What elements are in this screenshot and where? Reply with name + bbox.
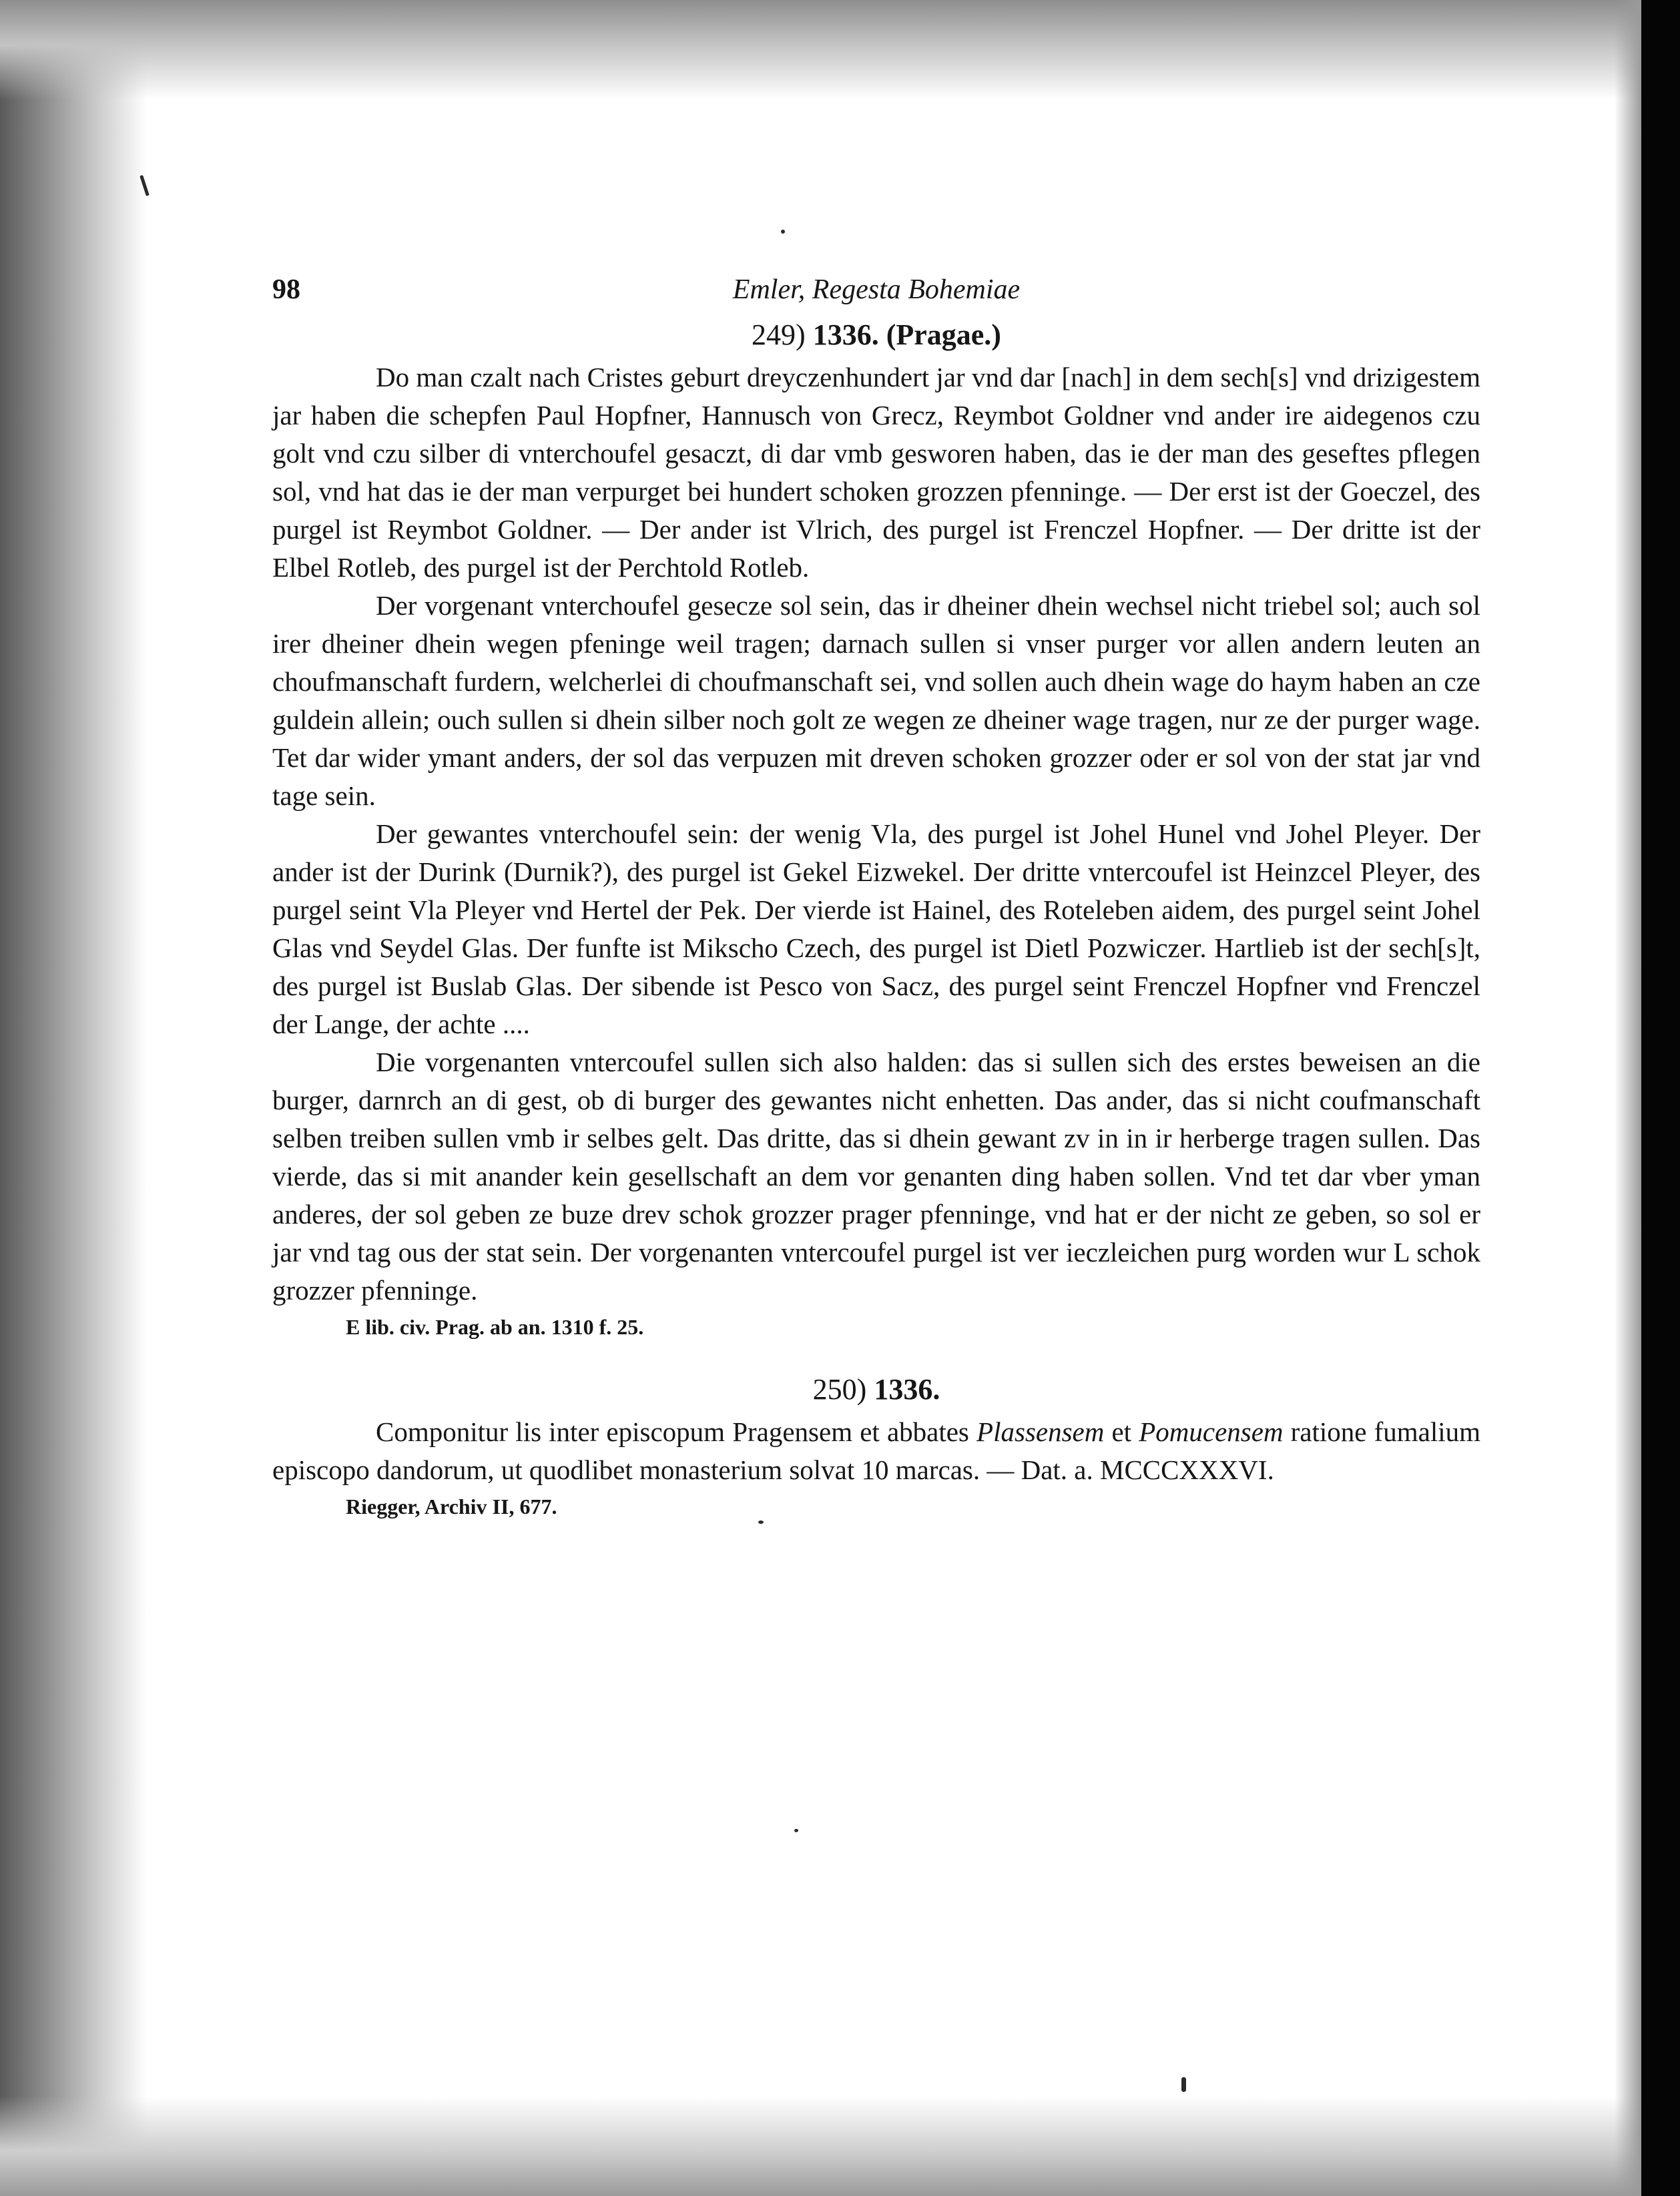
source-citation: Riegger, Archiv II, 677. bbox=[346, 1494, 557, 1519]
place-name-italic: Plassensem bbox=[976, 1416, 1105, 1447]
scan-speck bbox=[1181, 2077, 1186, 2092]
scan-bottom-shadow bbox=[0, 2096, 1680, 2196]
scan-speck bbox=[794, 1829, 798, 1832]
place-name-italic: Pomucensem bbox=[1139, 1416, 1284, 1447]
entry-paragraph: Der vorgenant vnterchoufel gesecze sol sein, das ir dheiner dhein wechsel nicht triebel sol; auch sol irer dheiner dhein wegen pfeninge weil tragen; darnach sullen si vnser purger vor allen andern leuten an choufmanschaft furdern, welcherlei di choufmanschaft sei, vnd sollen auch dhein wage do haym haben an cze guldein allein; ouch sullen si dhein silber noch golt ze wegen ze dheiner wage tragen, nur ze der purger wage. Tet dar wider ymant anders, der sol das verpuzen mit dreven schoken grozzer oder er sol von der stat jar vnd tage sein. bbox=[272, 590, 1480, 811]
scan-right-edge-shadow bbox=[1615, 0, 1641, 2196]
entry-place: (Pragae.) bbox=[886, 318, 1001, 351]
entry-year: 1336. bbox=[812, 318, 879, 351]
entry-paragraph: Der gewantes vnterchoufel sein: der wenig Vla, des purgel ist Johel Hunel vnd Johel Pleyer. Der ander ist der Durink (Durnik?), des purgel ist Gekel Eizwekel. Der dritte vntercoufel ist Heinzcel Pleyer, des purgel seint Vla Pleyer vnd Hertel der Pek. Der vierde ist Hainel, des Roteleben aidem, des purgel seint Johel Glas vnd Seydel Glas. Der funfte ist Mikscho Czech, des purgel ist Dietl Pozwiczer. Hartlieb ist der sech[s]t, des purgel ist Buslab Glas. Der sibende ist Pesco von Sacz, des purgel seint Frenczel Hopfner vnd Frenczel der Lange, der achte .... bbox=[272, 818, 1480, 1039]
entry-paragraph bbox=[272, 1413, 1480, 1489]
scan-top-shadow bbox=[0, 0, 1680, 100]
entry-text: Componitur lis inter episcopum Pragensem et abbates bbox=[376, 1416, 969, 1447]
document-page bbox=[272, 274, 1480, 1521]
running-title: Emler, Regesta Bohemiae bbox=[732, 274, 1021, 305]
entry-number: 249) bbox=[752, 318, 806, 351]
entry-year: 1336. bbox=[874, 1373, 940, 1406]
scan-speck bbox=[781, 230, 785, 234]
source-citation: E lib. civ. Prag. ab an. 1310 f. 25. bbox=[346, 1315, 644, 1339]
entry-paragraph: Die vorgenanten vntercoufel sullen sich also halden: das si sullen sich des erstes beweisen an die burger, darnrch an di gest, ob di burger des gewantes nicht enhetten. Das ander, das si nicht coufmanschaft selben treiben sullen vmb ir selbes gelt. Das dritte, das si dhein gewant zv in in ir herberge tragen sullen. Das vierde, das si mit anander kein gesellschaft an dem vor genanten ding haben sollen. Vnd tet dar vber yman anderes, der sol geben ze buze drev schok grozzer prager pfenninge, vnd hat er der nicht ze geben, so sol er jar vnd tag ous der stat sein. Der vorgenanten vntercoufel purgel ist ver ieczleichen purg worden wur L schok grozzer pfenninge. bbox=[272, 1047, 1480, 1306]
page-number: 98 bbox=[272, 274, 300, 305]
entry-text: et bbox=[1111, 1416, 1132, 1447]
entry-heading bbox=[272, 1372, 1480, 1406]
page-header bbox=[272, 274, 1480, 314]
scan-right-border bbox=[1641, 0, 1680, 2196]
regest-entry-250 bbox=[272, 1372, 1480, 1521]
entry-text: ratione fumalium episcopo dandorum, ut quodlibet monasterium solvat 10 marcas. — Dat. a. MCCCXXXVI. bbox=[272, 1416, 1481, 1485]
regest-entry-249 bbox=[272, 318, 1480, 1342]
scan-left-shadow bbox=[0, 0, 147, 2196]
entry-number: 250) bbox=[812, 1373, 867, 1406]
entry-paragraph: Do man czalt nach Cristes geburt dreyczenhundert jar vnd dar [nach] in dem sech[s] vnd drizigestem jar haben die schepfen Paul Hopfner, Hannusch von Grecz, Reymbot Goldner vnd ander ire aidegenos czu golt vnd czu silber di vnterchoufel gesaczt, di dar vmb gesworen haben, das ie der man des geseftes pflegen sol, vnd hat das ie der man verpurget bei hundert schoken grozzen pfenninge. — Der erst ist der Goeczel, des purgel ist Reymbot Goldner. — Der ander ist Vlrich, des purgel ist Frenczel Hopfner. — Der dritte ist der Elbel Rotleb, des purgel ist der Perchtold Rotleb. bbox=[272, 362, 1480, 583]
entry-heading bbox=[272, 318, 1480, 352]
